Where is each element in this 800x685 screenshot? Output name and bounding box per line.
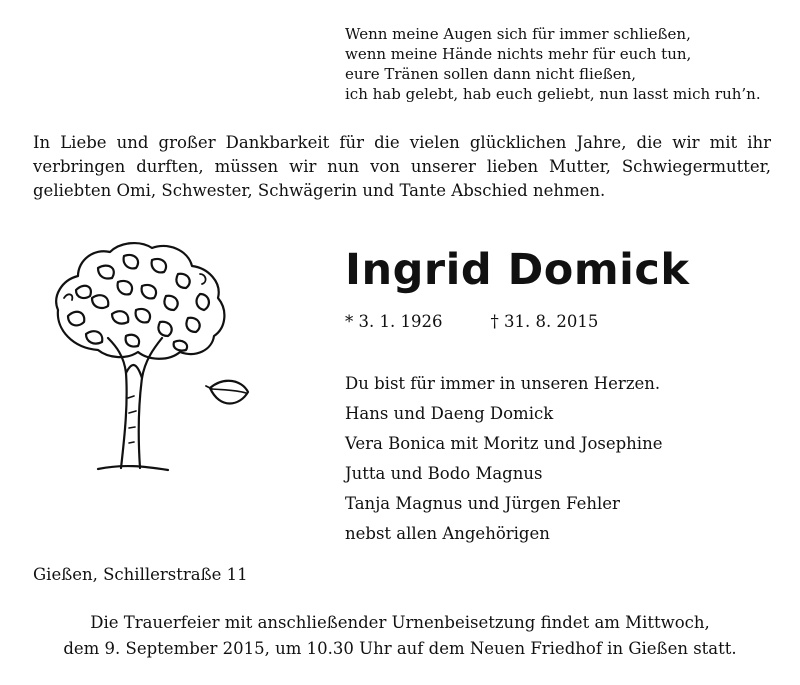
intro-paragraph: [33, 131, 771, 203]
poem-line: Wenn meine Augen sich für immer schließen,: [345, 25, 691, 43]
mourner-line: nebst allen Angehörigen: [345, 524, 550, 543]
mourner-line: Jutta und Bodo Magnus: [345, 464, 543, 483]
address: Gießen, Schillerstraße 11: [33, 565, 248, 584]
birth-date: * 3. 1. 1926: [345, 312, 443, 331]
mourner-line: Hans und Daeng Domick: [345, 404, 554, 423]
tree-with-falling-leaf-icon: [28, 238, 258, 478]
intro-line: In Liebe und großer Dankbarkeit für die vielen glücklichen Jahre, die wir mit ihr: [33, 133, 771, 152]
mourner-line: Tanja Magnus und Jürgen Fehler: [345, 494, 620, 513]
service-notice: [33, 610, 767, 662]
service-line: Die Trauerfeier mit anschließender Urnenbeisetzung findet am Mittwoch,: [90, 613, 710, 632]
deceased-name: Ingrid Domick: [345, 245, 690, 295]
intro-line: verbringen durften, müssen wir nun von unserer lieben Mutter, Schwiegermutter,: [33, 157, 771, 176]
poem: [345, 24, 785, 104]
mourners-list: [345, 369, 662, 549]
life-dates: [345, 310, 598, 334]
poem-line: eure Tränen sollen dann nicht fließen,: [345, 65, 637, 83]
message-line: Du bist für immer in unseren Herzen.: [345, 374, 661, 393]
poem-line: ich hab gelebt, hab euch geliebt, nun lasst mich ruh’n.: [345, 85, 761, 103]
mourner-line: Vera Bonica mit Moritz und Josephine: [345, 434, 663, 453]
death-date: † 31. 8. 2015: [490, 312, 599, 331]
intro-line: geliebten Omi, Schwester, Schwägerin und Tante Abschied nehmen.: [33, 181, 606, 200]
service-line: dem 9. September 2015, um 10.30 Uhr auf dem Neuen Friedhof in Gießen statt.: [63, 639, 737, 658]
poem-line: wenn meine Hände nichts mehr für euch tun,: [345, 45, 692, 63]
